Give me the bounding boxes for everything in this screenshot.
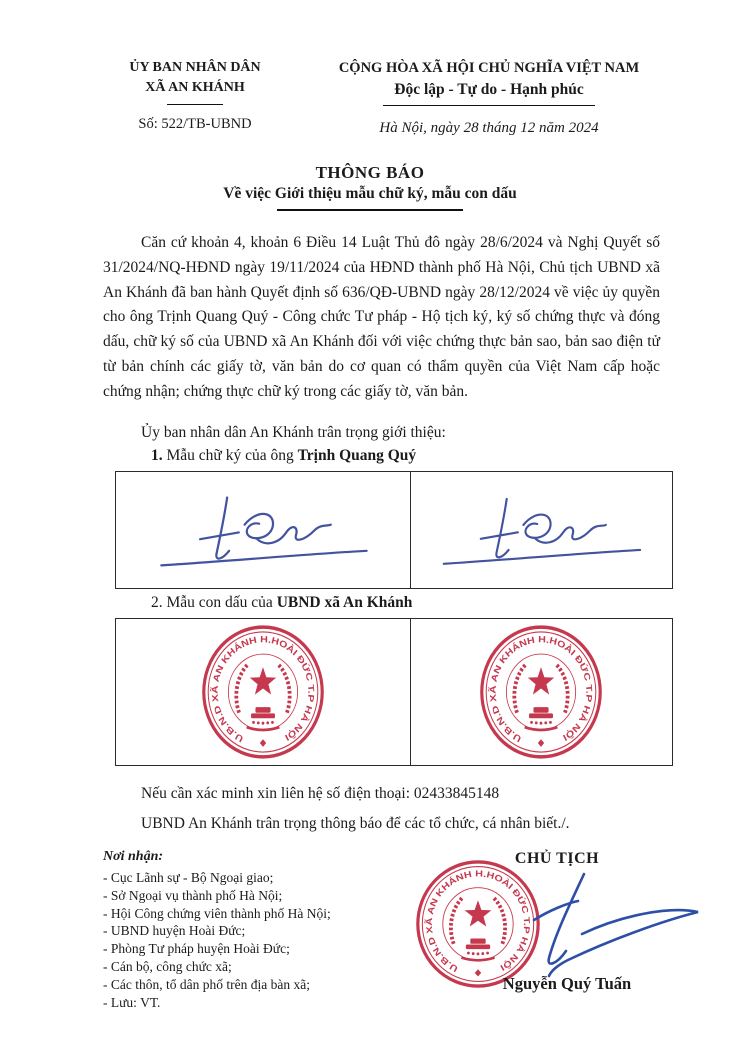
place-and-date: Hà Nội, ngày 28 tháng 12 năm 2024 [379,120,599,137]
recipients-label: Nơi nhận: [103,849,164,864]
motto: Độc lập - Tự do - Hạnh phúc [394,81,584,99]
recipient-item: - UBND huyện Hoài Đức; [103,923,246,939]
signer-title: CHỦ TỊCH [514,850,600,867]
item-2-number: 2. [151,594,163,611]
country-title: CỘNG HÒA XÃ HỘI CHỦ NGHĨA VIỆT NAM [338,60,640,76]
body-paragraph: Căn cứ khoản 4, khoản 6 Điều 14 Luật Thủ đô ngày 28/6/2024 và Nghị Quyết số 31/2024/NQ-HĐND ngày 19/11/2024 của HĐND thành phố Hà Nội, Chủ tịch UBND xã An Khánh đã ban hành Quyết định số 636/QĐ-UBND ngày 28/12/2024 về việc ủy quyền cho ông Trịnh Quang Quý - Công chức Tư pháp - Hộ tịch ký, ký số chứng thực và đóng dấu, chữ ký số của UBND xã An Khánh đối với việc chứng thực bản sao, bản sao điện tử từ bản chính các giấy tờ, văn bản do cơ quan có thẩm quyền của Việt Nam cấp hoặc chứng nhận; chứng thực chữ ký trong các giấy tờ, văn bản. [103,234,660,400]
issuing-authority-block [100,58,290,135]
recipient-item: - Phòng Tư pháp huyện Hoài Đức; [103,941,290,957]
authority-underline [167,104,223,106]
president-signature [492,866,707,981]
document-title-block [0,163,740,211]
document-subtitle: Về việc Giới thiệu mẫu chữ ký, mẫu con dấu [223,185,517,202]
stamp-specimen-table [115,618,673,766]
national-motto-block [308,58,670,139]
stamp-cell-2 [411,619,672,765]
item-1-name: Trịnh Quang Quý [297,447,417,464]
closing-line: UBND An Khánh trân trọng thông báo để các tổ chức, cá nhân biết./. [141,815,570,832]
authority-line2: XÃ AN KHÁNH [145,80,245,96]
official-seal-specimen-1 [200,623,326,761]
signature-cell-2 [411,472,672,588]
signature-specimen-1 [140,484,386,576]
intro-line: Ủy ban nhân dân An Khánh trân trọng giới thiệu: [141,424,446,441]
recipient-item: - Lưu: VT. [103,995,161,1011]
recipient-item: - Cán bộ, công chức xã; [103,959,232,975]
signature-cell-1 [116,472,411,588]
item-1-line [103,447,660,465]
recipient-item: - Sở Ngoại vụ thành phố Hà Nội; [103,887,283,903]
motto-underline [383,105,595,107]
recipient-item: - Cục Lãnh sự - Bộ Ngoại giao; [103,869,274,885]
item-2-line [103,594,660,612]
item-2-text: Mẫu con dấu của [162,594,277,611]
recipient-item: - Hội Công chứng viên thành phố Hà Nội; [103,905,331,921]
official-seal-specimen-2 [478,623,604,761]
authority-line1: ỦY BAN NHÂN DÂN [129,60,261,75]
phone-line: Nếu cần xác minh xin liên hệ số điện thoại: 02433845148 [141,785,500,802]
item-1-text: Mẫu chữ ký của ông [162,447,298,464]
stamp-cell-1 [116,619,411,765]
item-2-name: UBND xã An Khánh [276,594,413,611]
signature-specimen-table [115,471,673,589]
recipient-item: - Các thôn, tổ dân phố trên địa bàn xã; [103,977,310,993]
document-number: Số: 522/TB-UBND [138,116,252,133]
signature-specimen-2 [425,486,657,574]
recipients-block [103,848,383,1012]
document-title: THÔNG BÁO [315,163,425,182]
signer-name: Nguyễn Quý Tuấn [502,974,632,993]
title-underline [277,209,463,211]
item-1-number: 1. [151,447,163,464]
